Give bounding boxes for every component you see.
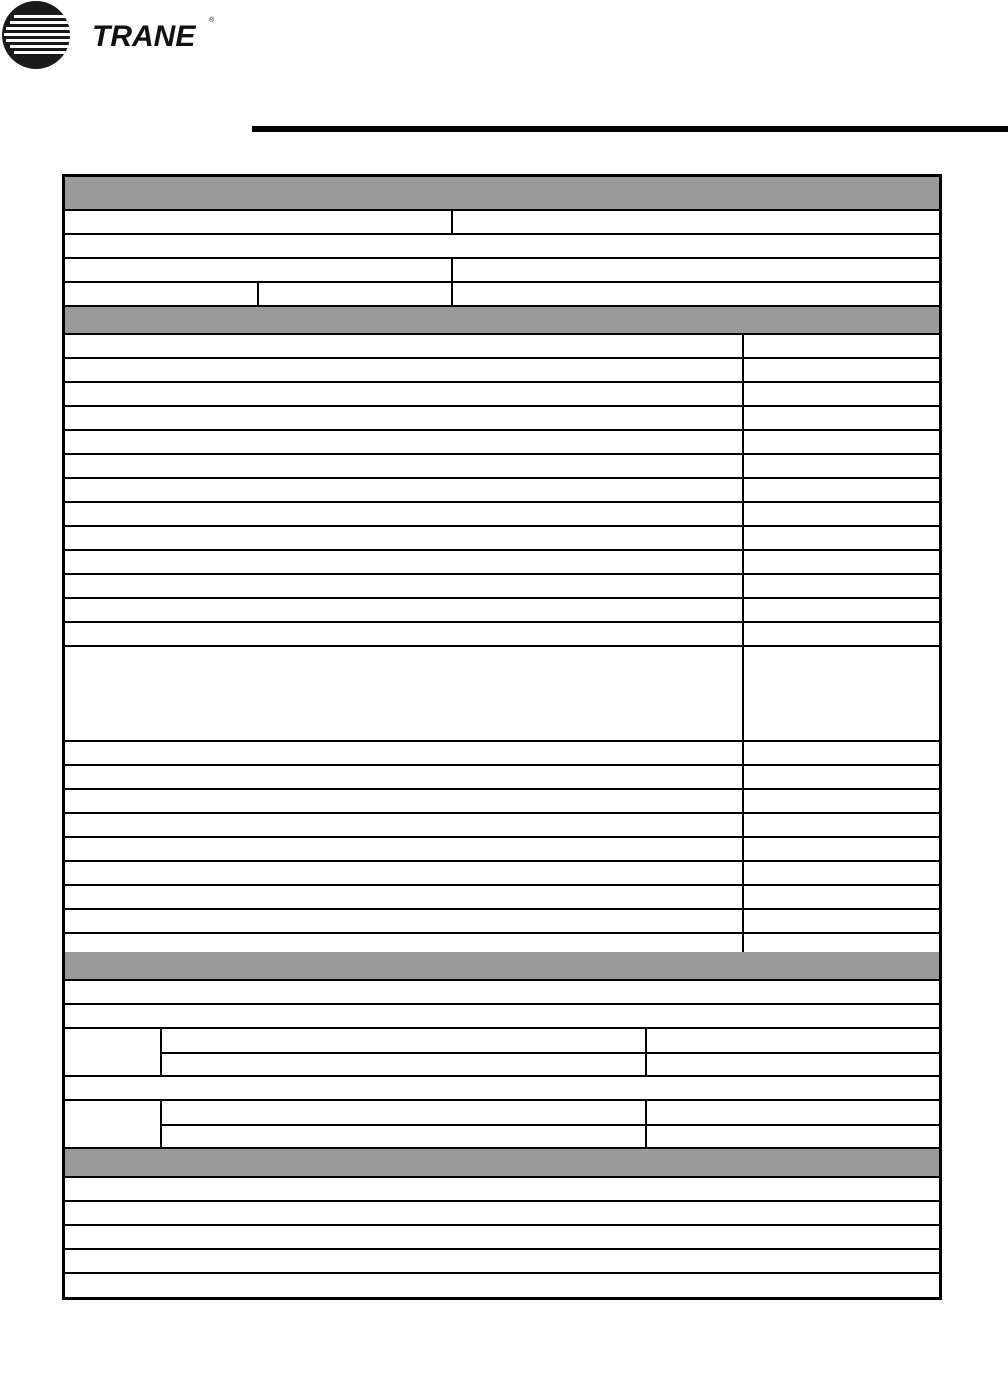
form-row[interactable] <box>65 862 939 886</box>
section-header-4 <box>65 1149 939 1178</box>
form-row[interactable] <box>65 647 939 742</box>
form-row[interactable] <box>65 1005 939 1029</box>
row-divider <box>160 1052 939 1054</box>
column-divider <box>742 335 744 952</box>
form-row[interactable] <box>65 1077 939 1101</box>
form-row[interactable] <box>65 1274 939 1297</box>
form-row[interactable] <box>65 886 939 910</box>
form-row[interactable] <box>65 599 939 623</box>
form-row[interactable] <box>65 455 939 479</box>
form-row[interactable] <box>65 838 939 862</box>
form-row[interactable] <box>65 407 939 431</box>
form-row[interactable] <box>65 1202 939 1226</box>
column-divider <box>451 283 453 307</box>
form-row[interactable] <box>65 910 939 934</box>
header-rule <box>252 126 1008 132</box>
form-row[interactable] <box>65 814 939 838</box>
trane-logo-mark <box>0 0 230 72</box>
trane-logo <box>0 0 230 72</box>
svg-text:®: ® <box>209 17 215 24</box>
form-row[interactable] <box>65 1250 939 1274</box>
form-row[interactable] <box>65 335 939 359</box>
form-row[interactable] <box>65 527 939 551</box>
form-row[interactable] <box>65 742 939 766</box>
column-divider <box>451 259 453 283</box>
form-row[interactable] <box>65 623 939 647</box>
form-row[interactable] <box>65 383 939 407</box>
section-header-1 <box>65 177 939 211</box>
form-row[interactable] <box>65 503 939 527</box>
form-row[interactable] <box>65 359 939 383</box>
form-row[interactable] <box>65 790 939 814</box>
form-row[interactable] <box>65 211 939 235</box>
form-row[interactable] <box>65 981 939 1005</box>
row-divider <box>160 1124 939 1126</box>
form-row[interactable] <box>65 431 939 455</box>
blank-form-table <box>62 174 942 1300</box>
column-divider <box>451 211 453 235</box>
form-row[interactable] <box>65 766 939 790</box>
form-row[interactable] <box>65 575 939 599</box>
trane-wordmark: TRANE <box>92 20 196 53</box>
form-row[interactable] <box>65 479 939 503</box>
form-row[interactable] <box>65 551 939 575</box>
section-header-3 <box>65 952 939 981</box>
section-header-2 <box>65 307 939 335</box>
form-row[interactable] <box>65 235 939 259</box>
form-row[interactable] <box>65 283 939 307</box>
form-row[interactable] <box>65 259 939 283</box>
column-divider <box>645 1029 647 1077</box>
form-row[interactable] <box>65 1178 939 1202</box>
column-divider <box>257 283 259 307</box>
form-row[interactable] <box>65 1226 939 1250</box>
column-divider <box>645 1101 647 1149</box>
